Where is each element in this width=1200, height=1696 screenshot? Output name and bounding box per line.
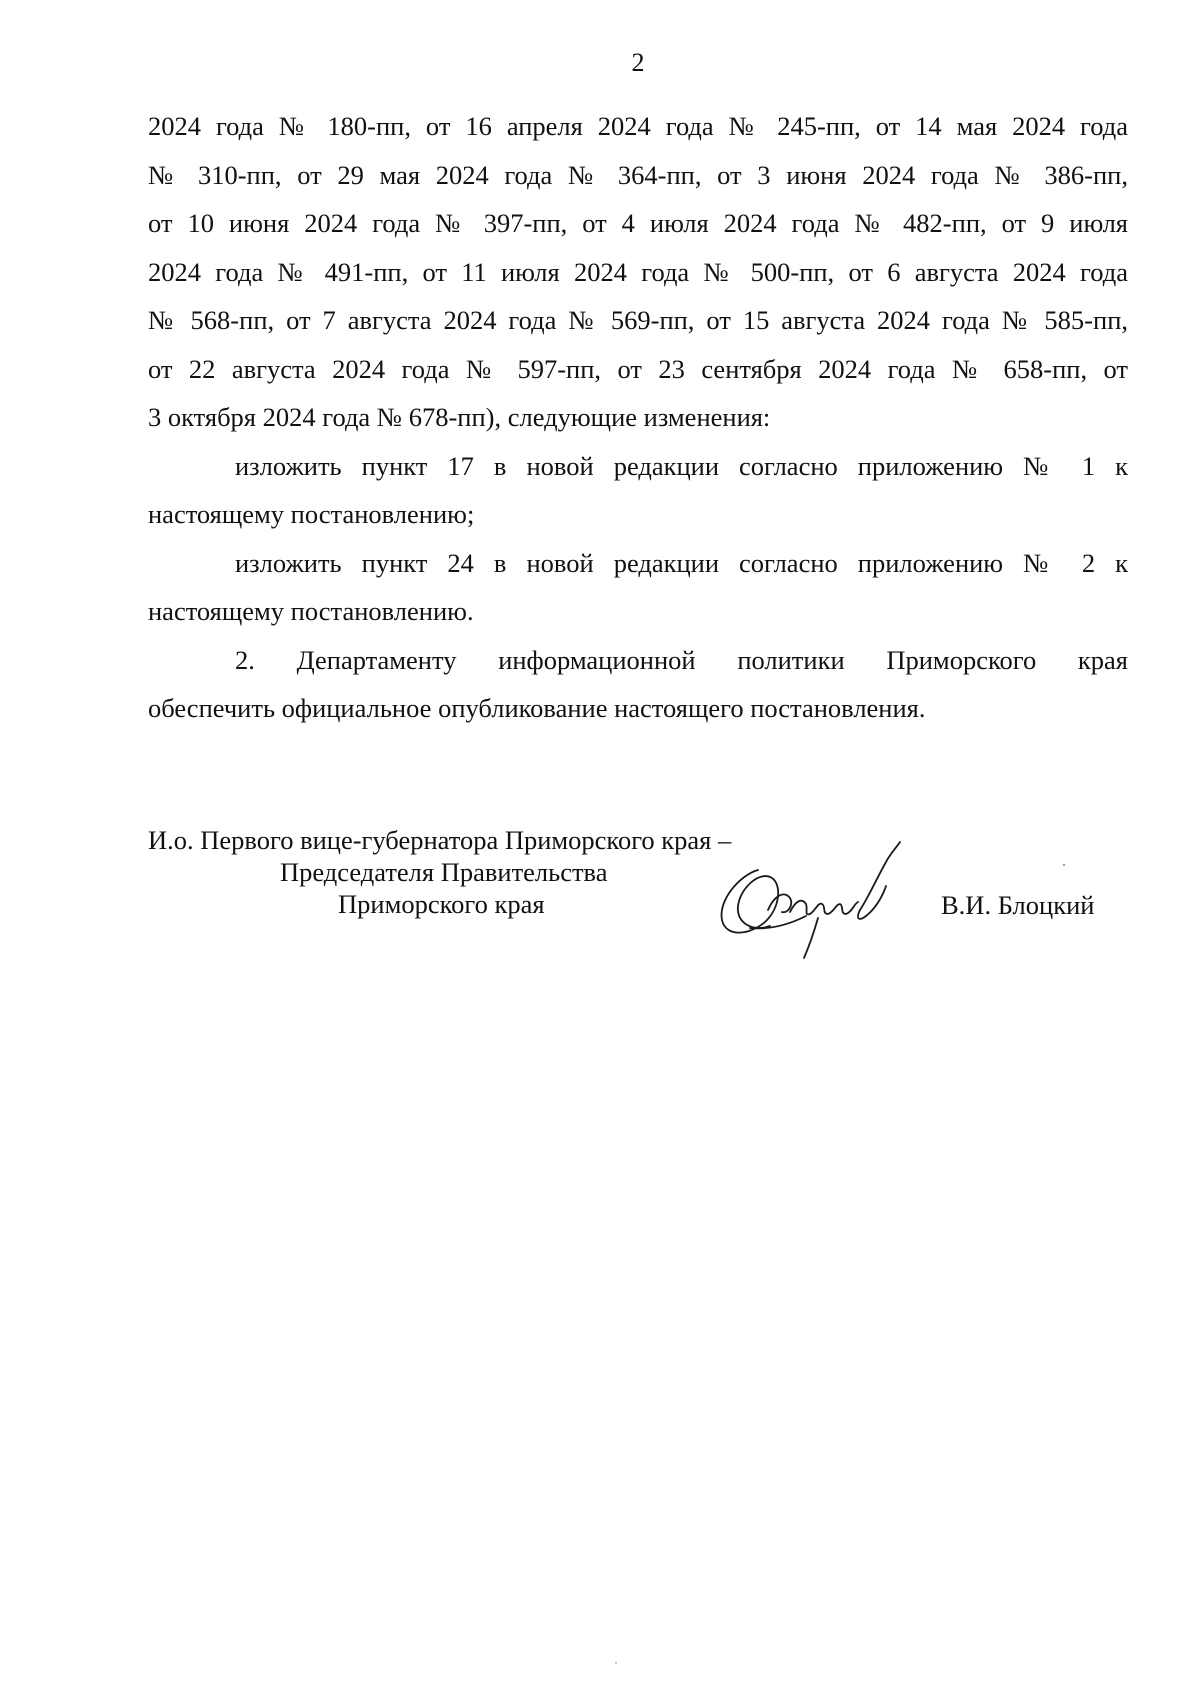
document-body xyxy=(148,102,1128,733)
signatory-title-line-3: Приморского края xyxy=(338,889,545,919)
text-line: № 310-пп, от 29 мая 2024 года № 364-пп, от 3 июня 2024 года № 386-пп, xyxy=(148,159,1128,190)
signatory-title-line-2: Председателя Правительства xyxy=(280,857,608,887)
text-line: 2. Департаменту информационной политики Приморского края xyxy=(235,644,1128,675)
text-line: от 22 августа 2024 года № 597-пп, от 23 сентября 2024 года № 658-пп, от xyxy=(148,353,1128,384)
signatory-title-line-1: И.о. Первого вице-губернатора Приморского края – xyxy=(148,825,732,855)
amendment-item-1 xyxy=(148,442,1128,539)
text-line: изложить пункт 24 в новой редакции согласно приложению № 2 к xyxy=(235,547,1128,578)
text-line: обеспечить официальное опубликование настоящего постановления. xyxy=(148,693,926,723)
text-line: от 10 июня 2024 года № 397-пп, от 4 июля 2024 года № 482-пп, от 9 июля xyxy=(148,208,1128,238)
paragraph-publication xyxy=(148,636,1128,733)
text-line: 2024 года № 491-пп, от 11 июля 2024 года № 500-пп, от 6 августа 2024 года xyxy=(148,256,1128,287)
handwritten-signature xyxy=(710,840,910,960)
page-number: 2 xyxy=(631,48,645,77)
signatory-name: В.И. Блоцкий xyxy=(941,890,1095,920)
paragraph-amendments-list xyxy=(148,102,1128,442)
text-line: изложить пункт 17 в новой редакции согласно приложению № 1 к xyxy=(235,450,1128,481)
scan-speck xyxy=(1063,864,1065,866)
text-line: настоящему постановлению. xyxy=(148,596,474,626)
amendment-item-2 xyxy=(148,539,1128,636)
text-line: 2024 года № 180-пп, от 16 апреля 2024 года № 245-пп, от 14 мая 2024 года xyxy=(148,111,1128,141)
scan-speck xyxy=(615,1662,617,1664)
text-line: № 568-пп, от 7 августа 2024 года № 569-пп, от 15 августа 2024 года № 585-пп, xyxy=(148,305,1128,335)
text-line: 3 октября 2024 года № 678-пп), следующие изменения: xyxy=(148,402,771,432)
text-line: настоящему постановлению; xyxy=(148,499,475,529)
